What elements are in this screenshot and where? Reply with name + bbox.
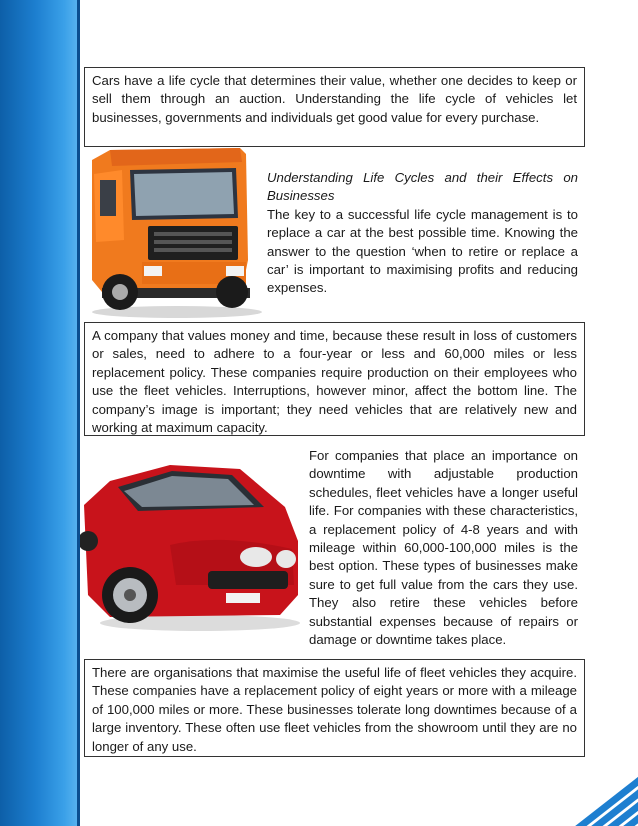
blue-sidebar bbox=[0, 0, 80, 826]
section-1-body: The key to a successful life cycle management is to replace a car at the best possible time. Knowing the answer to the question ‘when to retire or replace a car’ is important to maximising profits and reducing expenses. bbox=[267, 206, 578, 296]
section-2-column bbox=[309, 447, 578, 649]
red-car-image bbox=[80, 445, 302, 640]
middle-box bbox=[84, 322, 585, 436]
intro-box bbox=[84, 67, 585, 147]
section-1-column bbox=[267, 169, 578, 298]
orange-truck-image bbox=[82, 140, 264, 322]
bottom-box bbox=[84, 659, 585, 757]
bottom-text: There are organisations that maximise the useful life of fleet vehicles they acquire. These companies have a replacement policy of eight years or more with a mileage of 100,000 miles or more. These businesses tolerate long downtimes because of a large inventory. These often use fleet vehicles from the showroom until they are no longer of any use. bbox=[92, 665, 577, 754]
middle-text: A company that values money and time, because these result in loss of customers or sales, need to adhere to a four-year or less and 60,000 miles or less replacement policy. These companies require production on their employees who use the fleet vehicles. Interruptions, however minor, affect the bottom line. The company’s image is important; they need vehicles that are relatively new and working at maximum capacity. bbox=[92, 328, 577, 436]
intro-text: Cars have a life cycle that determines their value, whether one decides to keep or sell them through an auction. Understanding the life cycle of vehicles let businesses, governments and individuals get good value for every purchase. bbox=[92, 73, 577, 125]
section-2-body: For companies that place an importance on downtime with adjustable production schedules, fleet vehicles have a longer useful life. For companies with these characteristics, a replacement policy of 4-8 years and with mileage within 60,000-100,000 miles is the best option. These types of businesses make sure to get full value from the cars they use. They also retire these vehicles before substantial expenses because of repairs or damage or downtime takes place. bbox=[309, 448, 578, 648]
section-1-heading: Understanding Life Cycles and their Effects on Businesses bbox=[267, 170, 578, 204]
